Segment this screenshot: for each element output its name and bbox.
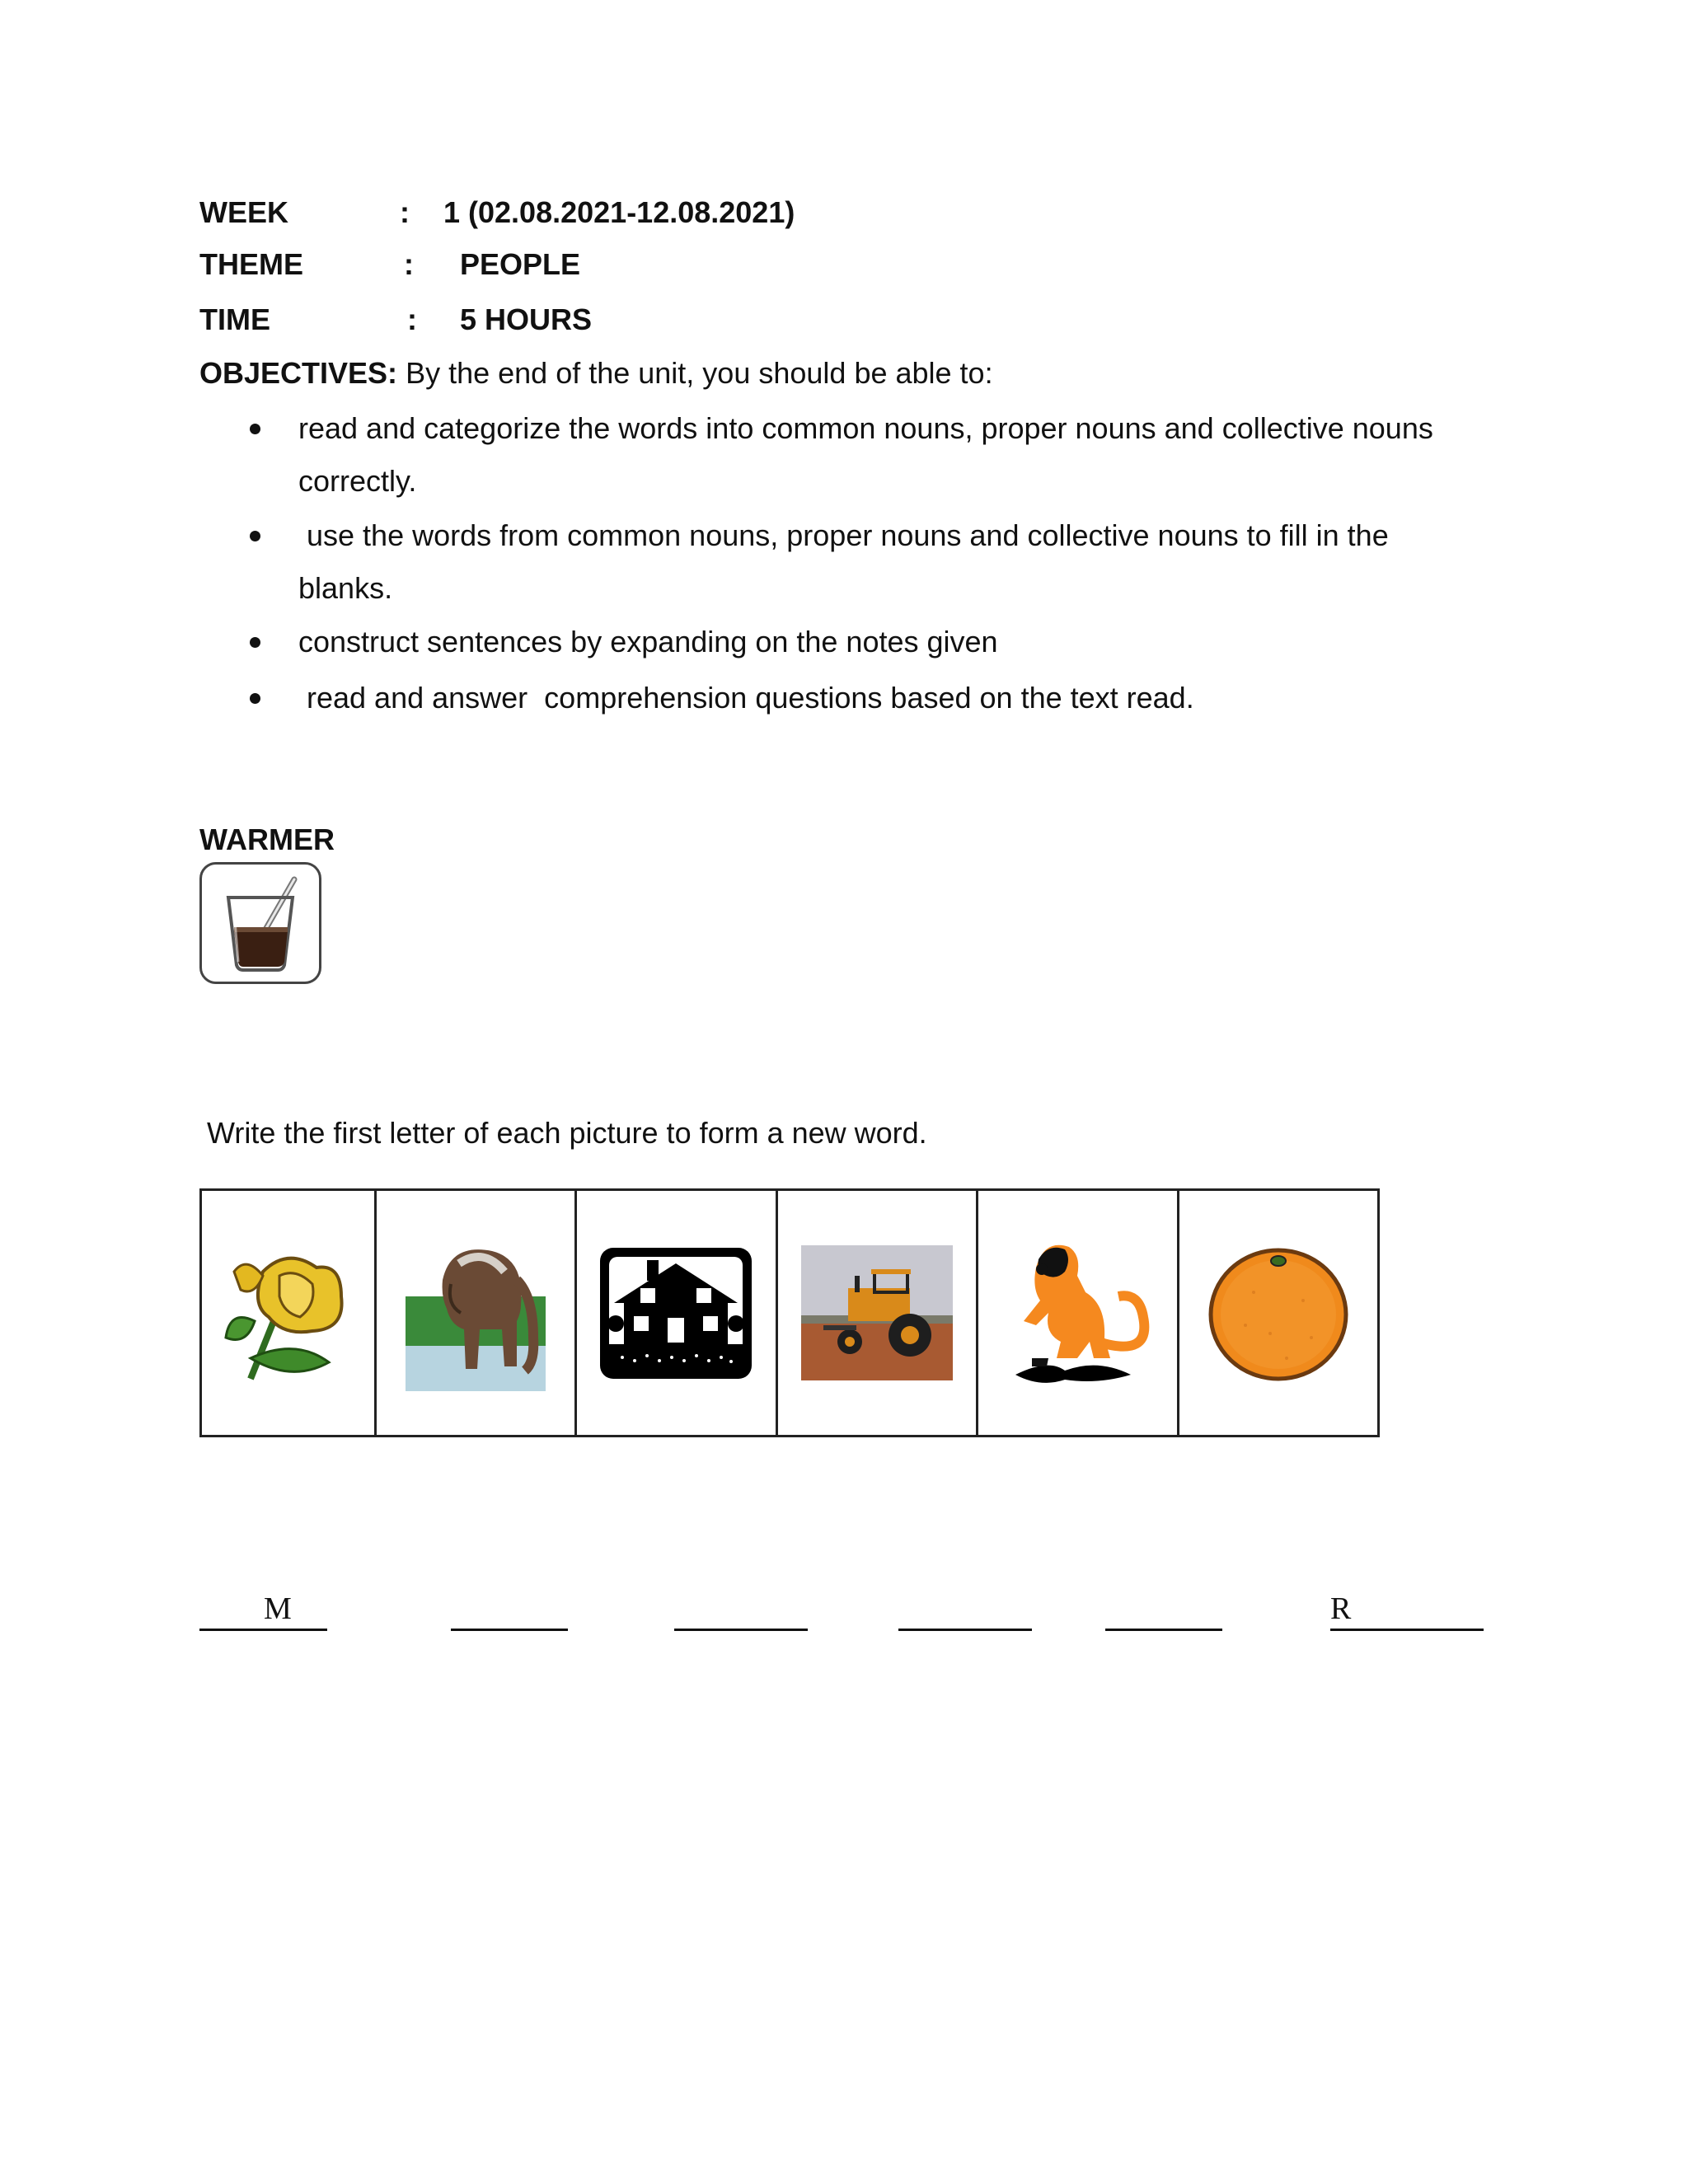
objective-3-line1: construct sentences by expanding on the notes given [298,625,998,658]
objective-1-line2: correctly. [298,464,417,498]
drink-cup-icon [202,865,319,982]
bullet-icon [250,637,260,648]
house-icon [598,1245,754,1381]
time-colon: : [407,302,417,336]
warmer-icon-box [199,862,321,984]
exercise-instruction: Write the first letter of each picture to form a new word. [207,1116,927,1150]
bullet-icon [250,693,260,704]
answer-letter-6: R [1330,1591,1352,1626]
time-value: 5 HOURS [460,302,593,336]
picture-cell-tractor [776,1188,978,1437]
bullet-icon [250,531,260,541]
picture-cell-flower [199,1188,377,1437]
elephant-icon [401,1230,550,1395]
answer-blank-6[interactable] [1330,1591,1484,1631]
objectives-label: OBJECTIVES: [199,356,398,390]
bullet-icon [250,424,260,434]
picture-cell-elephant [374,1188,577,1437]
objective-2-line2: blanks. [298,571,393,605]
picture-table [199,1188,1380,1437]
answer-blank-1[interactable] [199,1591,327,1631]
week-value: 1 (02.08.2021-12.08.2021) [443,195,795,229]
objective-2-line1: use the words from common nouns, proper nouns and collective nouns to fill in the [298,518,1389,552]
tractor-icon [799,1243,955,1383]
flower-icon [218,1239,358,1387]
orange-icon [1204,1243,1353,1383]
week-label: WEEK [199,195,288,229]
picture-cell-orange [1177,1188,1380,1437]
warmer-title: WARMER [199,823,335,856]
theme-value: PEOPLE [460,247,581,281]
objectives-line [199,356,993,391]
week-colon: : [400,195,410,229]
theme-colon: : [404,247,414,281]
answer-blank-3[interactable] [674,1591,808,1631]
answer-blank-5[interactable] [1105,1591,1222,1631]
monkey-icon [999,1235,1156,1391]
answer-blank-4[interactable] [898,1591,1032,1631]
picture-cell-monkey [976,1188,1179,1437]
objective-4-line1: read and answer comprehension questions based on the text read. [298,681,1194,715]
time-label: TIME [199,302,270,336]
objectives-intro: By the end of the unit, you should be able to: [406,356,993,390]
picture-cell-house [574,1188,777,1437]
answer-letter-1: M [264,1591,292,1626]
theme-label: THEME [199,247,303,281]
answer-blank-2[interactable] [451,1591,568,1631]
objective-1-line1: read and categorize the words into common nouns, proper nouns and collective nouns [298,411,1433,445]
